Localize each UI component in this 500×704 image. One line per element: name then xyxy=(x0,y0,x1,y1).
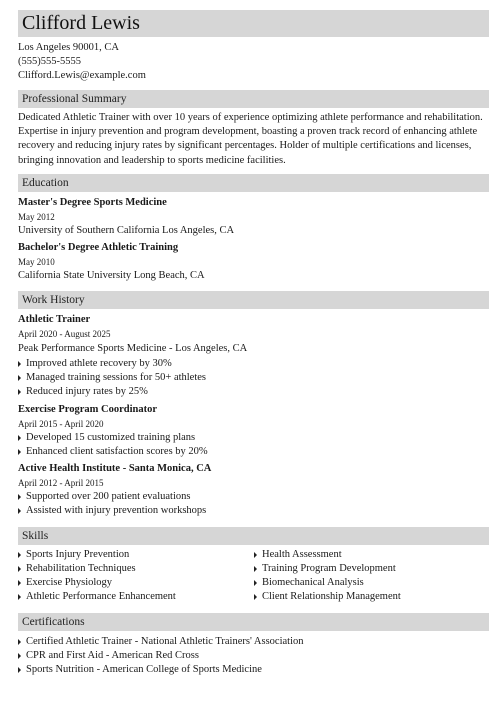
section-header-skills xyxy=(18,527,489,545)
job-dates: April 2015 - April 2020 xyxy=(18,419,104,429)
education-date: May 2012 xyxy=(18,212,55,222)
name-header xyxy=(18,10,489,37)
candidate-name: Clifford Lewis xyxy=(22,12,140,34)
list-item: Developed 15 customized training plans xyxy=(18,431,195,445)
bullet-icon xyxy=(18,552,21,558)
section-title: Skills xyxy=(22,530,49,542)
list-item: Reduced injury rates by 25% xyxy=(18,385,148,399)
bullet-icon xyxy=(254,594,257,600)
list-item: Supported over 200 patient evaluations xyxy=(18,490,190,504)
bullet-icon xyxy=(254,580,257,586)
skill-item: Athletic Performance Enhancement xyxy=(18,590,176,604)
bullet-icon xyxy=(18,580,21,586)
bullet-icon xyxy=(18,508,21,514)
education-school: California State University Long Beach, CA xyxy=(18,270,205,281)
job-title: Active Health Institute - Santa Monica, CA xyxy=(18,463,212,474)
section-title: Work History xyxy=(22,294,85,306)
contact-email: Clifford.Lewis@example.com xyxy=(18,70,146,81)
section-title: Professional Summary xyxy=(22,93,127,105)
contact-location: Los Angeles 90001, CA xyxy=(18,42,119,53)
job-company: Peak Performance Sports Medicine - Los Angeles, CA xyxy=(18,343,248,354)
section-header-education xyxy=(18,174,489,192)
education-date: May 2010 xyxy=(18,257,55,267)
bullet-icon xyxy=(18,653,21,659)
bullet-icon xyxy=(18,639,21,645)
bullet-icon xyxy=(18,435,21,441)
skill-item: Health Assessment xyxy=(254,548,342,562)
job-title: Exercise Program Coordinator xyxy=(18,404,157,415)
education-degree: Bachelor's Degree Athletic Training xyxy=(18,242,179,253)
list-item: Enhanced client satisfaction scores by 20% xyxy=(18,445,208,459)
skill-item: Rehabilitation Techniques xyxy=(18,562,136,576)
bullet-icon xyxy=(18,375,21,381)
bullet-icon xyxy=(254,566,257,572)
job-dates: April 2012 - April 2015 xyxy=(18,478,104,488)
education-school: University of Southern California Los Angeles, CA xyxy=(18,225,235,236)
section-header-certifications xyxy=(18,613,489,631)
certification-item: Certified Athletic Trainer - National Athletic Trainers' Association xyxy=(18,635,303,649)
contact-phone: (555)555-5555 xyxy=(18,56,81,67)
skill-item: Sports Injury Prevention xyxy=(18,548,129,562)
list-item: Assisted with injury prevention workshops xyxy=(18,504,206,518)
skill-item: Exercise Physiology xyxy=(18,576,112,590)
bullet-icon xyxy=(18,449,21,455)
bullet-icon xyxy=(18,594,21,600)
education-degree: Master's Degree Sports Medicine xyxy=(18,197,167,208)
job-dates: April 2020 - August 2025 xyxy=(18,329,111,339)
bullet-icon xyxy=(254,552,257,558)
certification-item: Sports Nutrition - American College of Sports Medicine xyxy=(18,663,262,677)
summary-text: Dedicated Athletic Trainer with over 10 years of experience optimizing athlete performance and rehabilitation. Expertise in injury prevention and program development, boasting a proven track record of enhancing athlete recovery and reducing injury rates by significant percentages. Holder of multiple certifications and licenses, bringing innovation and leadership to sports medicine facilities. xyxy=(18,112,483,166)
skill-item: Biomechanical Analysis xyxy=(254,576,364,590)
bullet-icon xyxy=(18,389,21,395)
bullet-icon xyxy=(18,566,21,572)
job-title: Athletic Trainer xyxy=(18,314,91,325)
certification-item: CPR and First Aid - American Red Cross xyxy=(18,649,199,663)
section-title: Education xyxy=(22,177,69,189)
bullet-icon xyxy=(18,667,21,673)
section-header-summary xyxy=(18,90,489,108)
list-item: Improved athlete recovery by 30% xyxy=(18,357,172,371)
section-header-work-history xyxy=(18,291,489,309)
skill-item: Client Relationship Management xyxy=(254,590,401,604)
skill-item: Training Program Development xyxy=(254,562,396,576)
bullet-icon xyxy=(18,361,21,367)
list-item: Managed training sessions for 50+ athletes xyxy=(18,371,206,385)
bullet-icon xyxy=(18,494,21,500)
section-title: Certifications xyxy=(22,616,85,628)
